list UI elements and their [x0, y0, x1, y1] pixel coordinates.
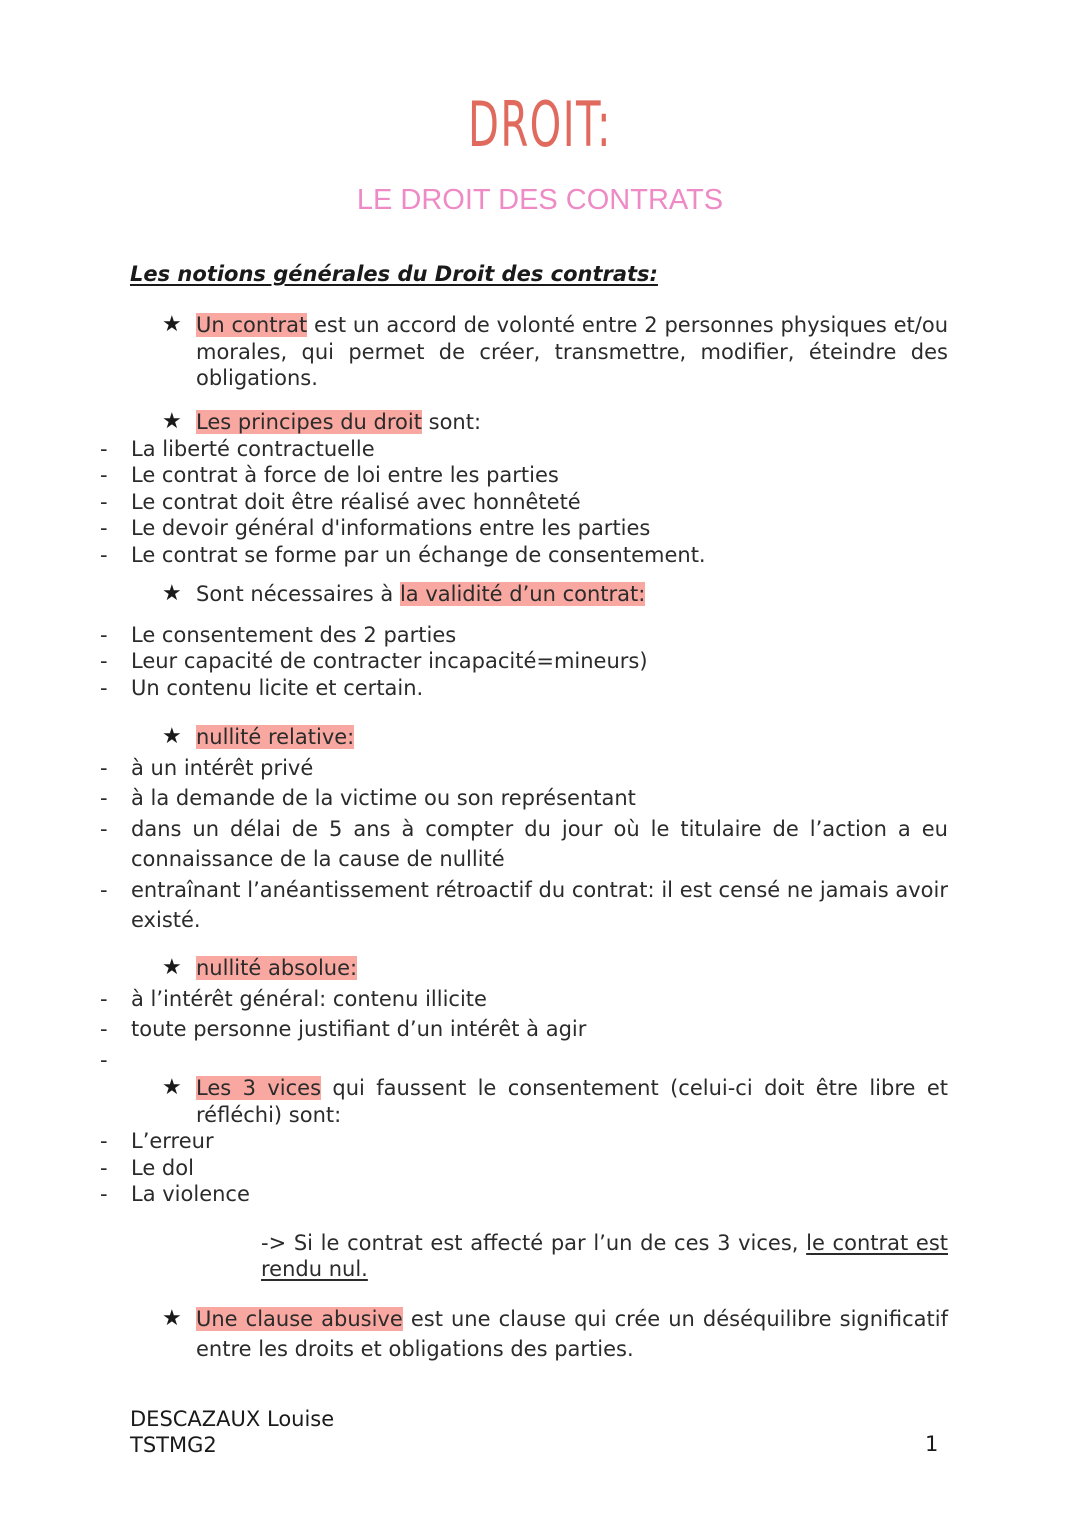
vices-note-underlined: le contrat est rendu nul. — [261, 1230, 948, 1281]
bullet-contrat — [162, 312, 949, 392]
bullet-validite — [100, 581, 948, 701]
list-item: - — [100, 1047, 108, 1072]
list-item: - à un intérêt privé — [100, 755, 314, 780]
star-icon: ★ — [162, 724, 182, 749]
absolue-list — [66, 984, 948, 1076]
clause-text: est une clause qui crée un déséquilibre significatif entre les droits et obligations des parties. — [196, 1307, 948, 1361]
document-subtitle: LE DROIT DES CONTRATS — [356, 184, 724, 216]
page-number: 1 — [925, 1432, 939, 1456]
bullet-principes — [100, 409, 948, 568]
list-item: - Le contrat se forme par un échange de consentement. — [100, 542, 706, 567]
highlight-principes: Les principes du droit — [196, 410, 422, 434]
validite-list — [66, 622, 948, 702]
star-icon: ★ — [162, 1306, 182, 1331]
list-item: - La liberté contractuelle — [100, 436, 375, 461]
footer-author — [130, 1406, 334, 1458]
highlight-nullite-absolue: nullité absolue: — [196, 956, 358, 980]
author-name: DESCAZAUX Louise — [130, 1407, 335, 1431]
list-item: - à la demande de la victime ou son représentant — [100, 786, 636, 810]
relative-list — [66, 753, 948, 936]
list-item: - Le contrat à force de loi entre les parties — [100, 463, 559, 487]
bullet-vices — [100, 1075, 948, 1283]
principes-after: sont: — [421, 410, 482, 434]
contrat-text: est un accord de volonté entre 2 personnes physiques et/ou morales, qui permet de créer, transmettre, modifier, éteindre des obligations. — [196, 313, 949, 390]
section-heading: Les notions générales du Droit des contrats: — [130, 262, 658, 286]
list-item: - Leur capacité de contracter incapacité=mineurs) — [100, 649, 648, 673]
highlight-clause: Une clause abusive — [196, 1307, 403, 1331]
star-icon: ★ — [162, 955, 182, 980]
list-item: - à l’intérêt général: contenu illicite — [100, 986, 487, 1011]
list-item: - Un contenu licite et certain. — [100, 675, 424, 700]
highlight-nullite-relative: nullité relative: — [196, 725, 355, 749]
list-item: - L’erreur — [100, 1129, 214, 1153]
highlight-validite: la validité d’un contrat: — [399, 582, 646, 606]
vices-text: qui faussent le consentement (celui-ci doit être libre et réfléchi) sont: — [196, 1076, 948, 1127]
highlight-vices: Les 3 vices — [196, 1076, 322, 1100]
bullet-nullite-absolue — [100, 953, 948, 1075]
bullet-clause-abusive — [162, 1304, 948, 1364]
list-item: - La violence — [100, 1182, 250, 1206]
document-title: DROIT: — [467, 88, 613, 161]
list-item: - Le dol — [100, 1155, 194, 1180]
validite-before: Sont nécessaires à — [196, 582, 400, 606]
highlight-contrat: Un contrat — [196, 313, 308, 337]
list-item: - Le contrat doit être réalisé avec honnêteté — [100, 489, 581, 514]
list-item: - entraînant l’anéantissement rétroactif du contrat: il est censé ne jamais avoir existé. — [100, 877, 948, 932]
star-icon: ★ — [162, 409, 182, 434]
principes-list — [66, 436, 948, 569]
star-icon: ★ — [162, 581, 182, 606]
list-item: - Le consentement des 2 parties — [100, 622, 457, 647]
list-item: - Le devoir général d'informations entre les parties — [100, 516, 651, 540]
vices-list — [66, 1128, 948, 1208]
author-class: TSTMG2 — [130, 1433, 217, 1457]
vices-note: -> Si le contrat est affecté par l’un de ces 3 vices, le contrat est rendu nul. — [261, 1230, 948, 1281]
list-item: - dans un délai de 5 ans à compter du jour où le titulaire de l’action a eu connaissance de la cause de nullité — [100, 816, 948, 871]
list-item: - toute personne justifiant d’un intérêt à agir — [100, 1017, 587, 1041]
star-icon: ★ — [162, 1075, 182, 1100]
star-icon: ★ — [162, 312, 182, 337]
bullet-nullite-relative — [100, 722, 948, 936]
